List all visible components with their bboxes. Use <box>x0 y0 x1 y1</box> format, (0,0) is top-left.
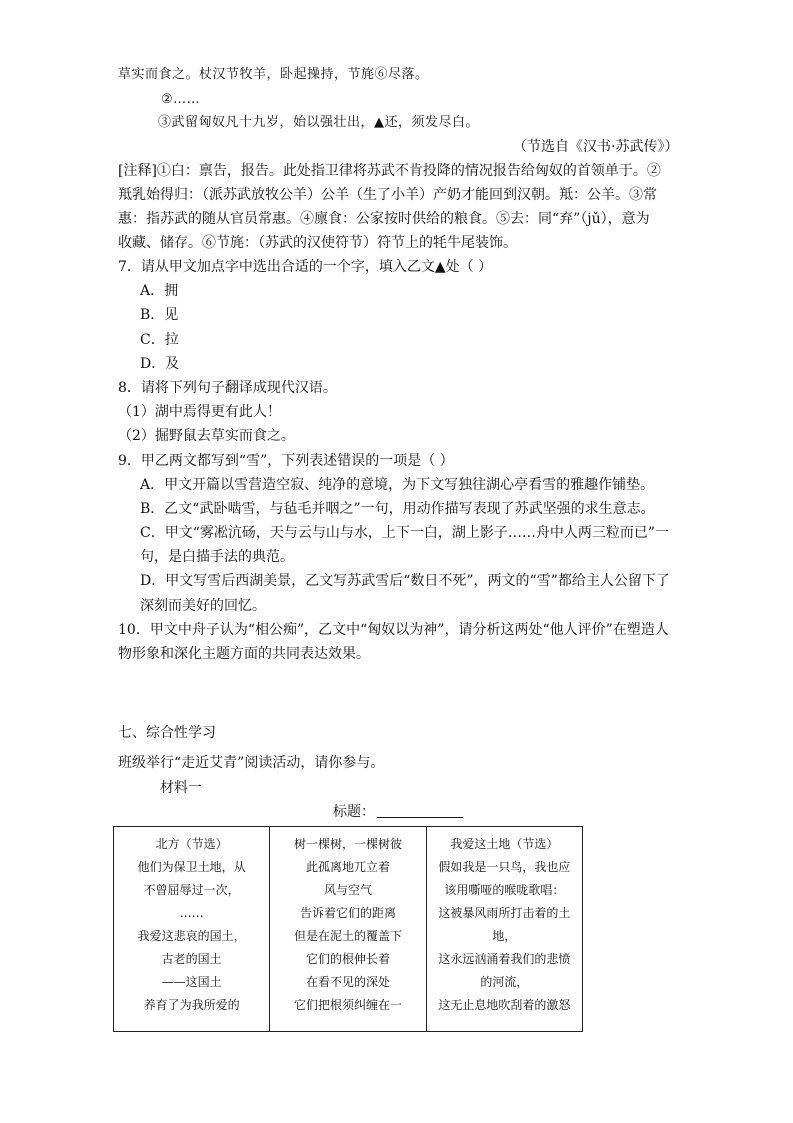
material-label: 材料一 <box>160 780 202 796</box>
poem-line: 假如我是一只鸟，我也应 <box>438 860 571 874</box>
poem-line: 北方（节选） <box>155 837 228 851</box>
poem-table <box>113 826 583 1032</box>
poem-line: 这永远汹涌着我们的悲愤 <box>438 952 571 966</box>
passage-line: ②…… <box>161 92 201 107</box>
question-7-stem: 7．请从甲文加点字中选出合适的一个字，填入乙文▲处（ ） <box>118 259 493 275</box>
question-9-option-d: D．甲文写雪后西湖美景，乙文写苏武雪后“数日不死”，两文的“雪”都给主人公留下了 <box>140 573 670 589</box>
poem-column-land <box>426 827 582 1032</box>
passage-line: 草实而食之。杖汉节牧羊，卧起操持，节旄⑥尽落。 <box>118 67 429 82</box>
question-9-stem: 9．甲乙两文都写到“雪”，下列表述错误的一项是（ ） <box>118 453 454 469</box>
section-intro: 班级举行“走近艾青”阅读活动，请你参与。 <box>118 755 385 771</box>
poem-line: 我爱这悲哀的国土， <box>137 929 246 943</box>
question-7-option-c: C．拉 <box>140 332 179 348</box>
passage-source: （节选自《汉书·苏武传》） <box>513 139 679 155</box>
poem-line: 在看不见的深处 <box>305 975 390 989</box>
poem-line: 古老的国土 <box>161 952 222 966</box>
poem-line: 但是在泥土的覆盖下 <box>293 929 402 943</box>
poem-line: 告诉着它们的距离 <box>299 906 396 920</box>
question-7-option-a: A．拥 <box>140 283 179 299</box>
question-9-option-a: A．甲文开篇以雪营造空寂、纯净的意境，为下文写独往湖心亭看雪的雅趣作铺垫。 <box>140 477 655 493</box>
question-9-option-c: C．甲文“雾凇沆砀，天与云与山与水，上下一白，湖上影子……舟中人两三粒而已”一 <box>140 525 670 541</box>
question-7-option-b: B．见 <box>140 307 179 323</box>
question-9-option-d-cont: 深刻而美好的回忆。 <box>140 598 266 614</box>
poem-line: 这被暴风雨所打击着的土 <box>438 906 571 920</box>
poem-line: 该用嘶哑的喉咙歌唱： <box>444 883 565 897</box>
notes-line: 惠：指苏武的随从官员常惠。④廪食：公家按时供给的粮食。⑤去：同“弃”（jǔ），意为 <box>118 211 650 227</box>
poem-line: 养育了为我所爱的 <box>143 998 240 1012</box>
poem-line: ——这国土 <box>161 975 222 989</box>
question-9-option-c-cont: 句，是白描手法的典范。 <box>140 549 294 565</box>
poem-line: 此孤离地兀立着 <box>305 860 390 874</box>
question-8-item: （2）掘野鼠去草实而食之。 <box>118 428 295 444</box>
question-7-option-d: D．及 <box>140 356 180 372</box>
question-10-stem: 10．甲文中舟子认为“相公痴”，乙文中“匈奴以为神”，请分析这两处“他人评价”在塑造人 <box>118 622 669 638</box>
poem-line: 这无止息地吹刮着的激怒 <box>438 998 571 1012</box>
poem-line: 它们把根须纠缠在一 <box>293 998 402 1012</box>
poem-line: 它们的根伸长着 <box>305 952 390 966</box>
poem-line: 树一棵树，一棵树彼 <box>293 837 402 851</box>
question-8-item: （1）湖中焉得更有此人！ <box>118 404 281 420</box>
question-8-stem: 8．请将下列句子翻译成现代汉语。 <box>118 380 337 396</box>
poem-line: 风与空气 <box>323 883 372 897</box>
notes-line: 收藏、储存。⑥节旄：（苏武的汉使符节）符节上的牦牛尾装饰。 <box>118 235 517 251</box>
section-heading: 七、综合性学习 <box>118 725 216 741</box>
title-blank[interactable] <box>377 803 463 818</box>
poem-line: 他们为保卫土地，从 <box>137 860 246 874</box>
notes-line: [注释]①白：禀告，报告。此处指卫律将苏武不肯投降的情况报告给匈奴的首领单于。② <box>118 163 661 179</box>
notes-line: 羝乳始得归：（派苏武放牧公羊）公羊（生了小羊）产奶才能回到汉朝。羝：公羊。③常 <box>118 187 657 203</box>
poem-line: 不曾屈辱过一次， <box>143 883 240 897</box>
passage-line: ③武留匈奴凡十九岁，始以强壮出，▲还，须发尽白。 <box>158 115 479 130</box>
poem-column-tree <box>270 827 426 1032</box>
question-9-option-b: B．乙文“武卧啮雪，与毡毛并咽之”一句，用动作描写表现了苏武坚强的求生意志。 <box>140 501 655 517</box>
question-10-stem-cont: 物形象和深化主题方面的共同表达效果。 <box>118 646 370 662</box>
title-field[interactable] <box>333 802 463 822</box>
poem-line: …… <box>179 906 204 920</box>
poem-line: 地， <box>492 929 517 943</box>
title-label: 标题： <box>333 804 375 820</box>
poem-line: 的河流， <box>480 975 529 989</box>
poem-column-north <box>114 827 270 1032</box>
poem-line: 我爱这土地（节选） <box>450 837 559 851</box>
